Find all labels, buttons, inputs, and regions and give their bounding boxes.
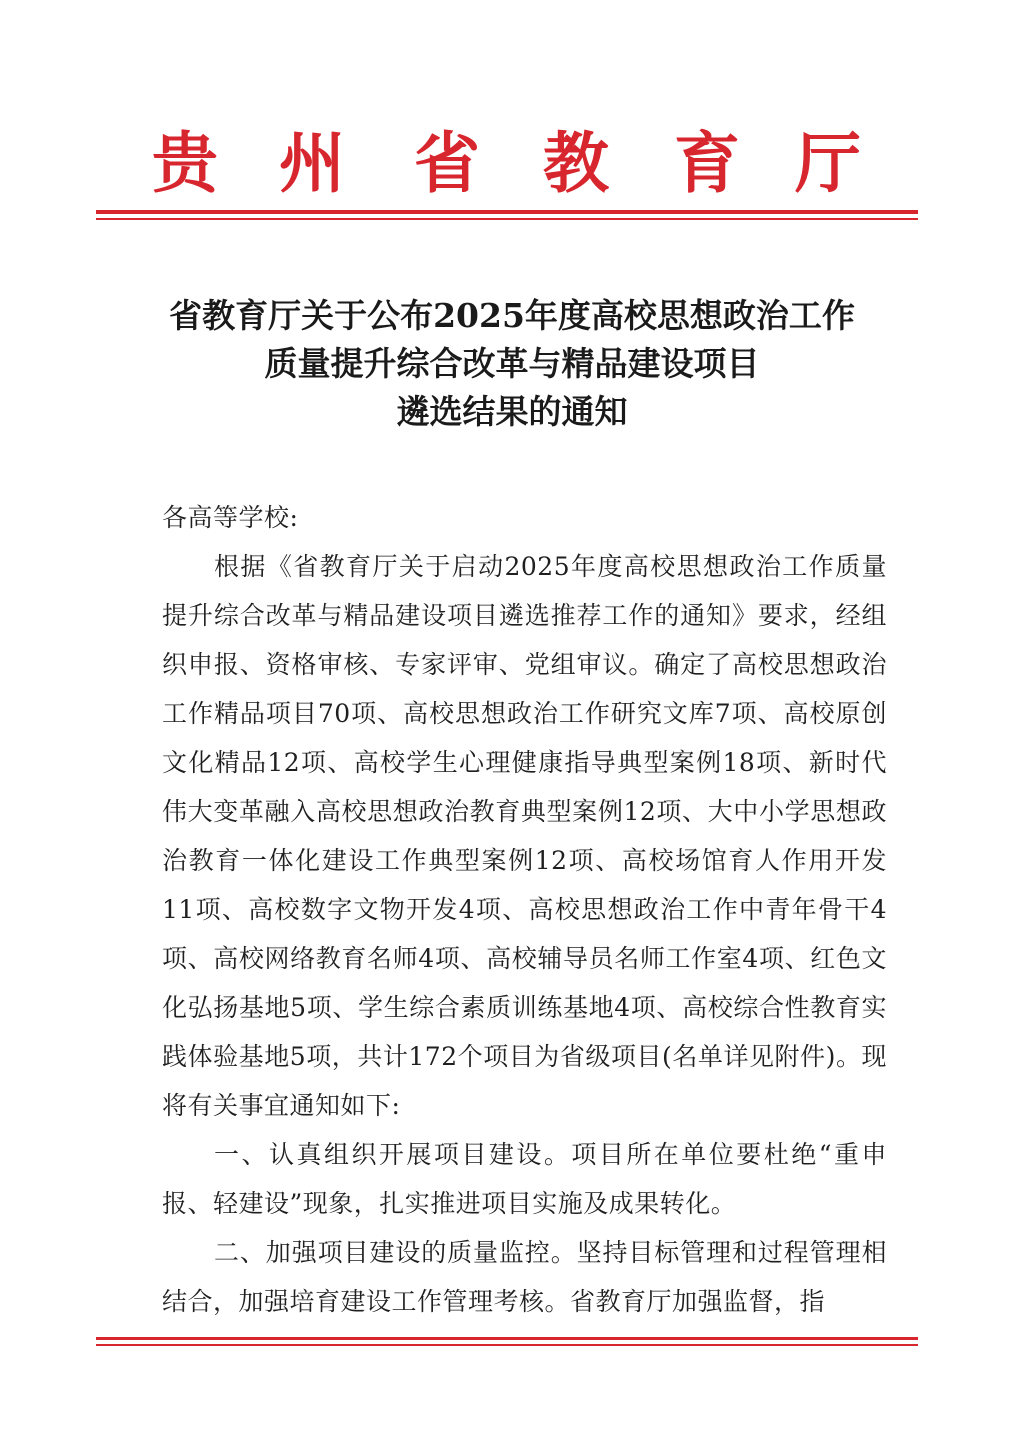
- title-line-2: 质量提升综合改革与精品建设项目: [264, 344, 760, 383]
- paragraph-intro: 根据《省教育厅关于启动2025年度高校思想政治工作质量提升综合改革与精品建设项目遴选推荐工作的通知》要求，经组织申报、资格审核、专家评审、党组审议。确定了高校思想政治工作精品项目70项、高校思想政治工作研究文库7项、高校原创文化精品12项、高校学生心理健康指导典型案例18项、新时代伟大变革融入高校思想政治教育典型案例12项、大中小学思想政治教育一体化建设工作典型案例12项、高校场馆育人作用开发11项、高校数字文物开发4项、高校思想政治工作中青年骨干4项、高校网络教育名师4项、高校辅导员名师工作室4项、红色文化弘扬基地5项、学生综合素质训练基地4项、高校综合性教育实践体验基地5项，共计172个项目为省级项目(名单详见附件)。现将有关事宜通知如下:: [162, 552, 887, 1120]
- footer-rule-thick: [96, 1337, 918, 1340]
- title-line-3: 遴选结果的通知: [396, 392, 628, 431]
- letterhead-char: 省: [414, 124, 480, 202]
- footer-rule-thin: [96, 1344, 918, 1346]
- letterhead-char: 贵: [152, 124, 218, 202]
- salutation: 各高等学校:: [162, 503, 299, 532]
- letterhead-char: 州: [279, 124, 345, 202]
- letterhead: [0, 118, 1024, 208]
- letterhead-char: 教: [543, 124, 609, 202]
- header-rule-thick: [96, 210, 918, 214]
- paragraph-item-2: 二、加强项目建设的质量监控。坚持目标管理和过程管理相结合，加强培育建设工作管理考核。省教育厅加强监督，指: [162, 1238, 887, 1316]
- letterhead-char: 育: [674, 124, 740, 202]
- paragraph-item-1: 一、认真组织开展项目建设。项目所在单位要杜绝“重申报、轻建设”现象，扎实推进项目实施及成果转化。: [162, 1140, 887, 1218]
- letterhead-char: 厅: [795, 124, 861, 202]
- title-line-1: 省教育厅关于公布2025年度高校思想政治工作: [169, 296, 855, 335]
- document-title: [110, 292, 914, 436]
- header-rule-thin: [96, 218, 918, 220]
- document-body: [162, 493, 887, 1326]
